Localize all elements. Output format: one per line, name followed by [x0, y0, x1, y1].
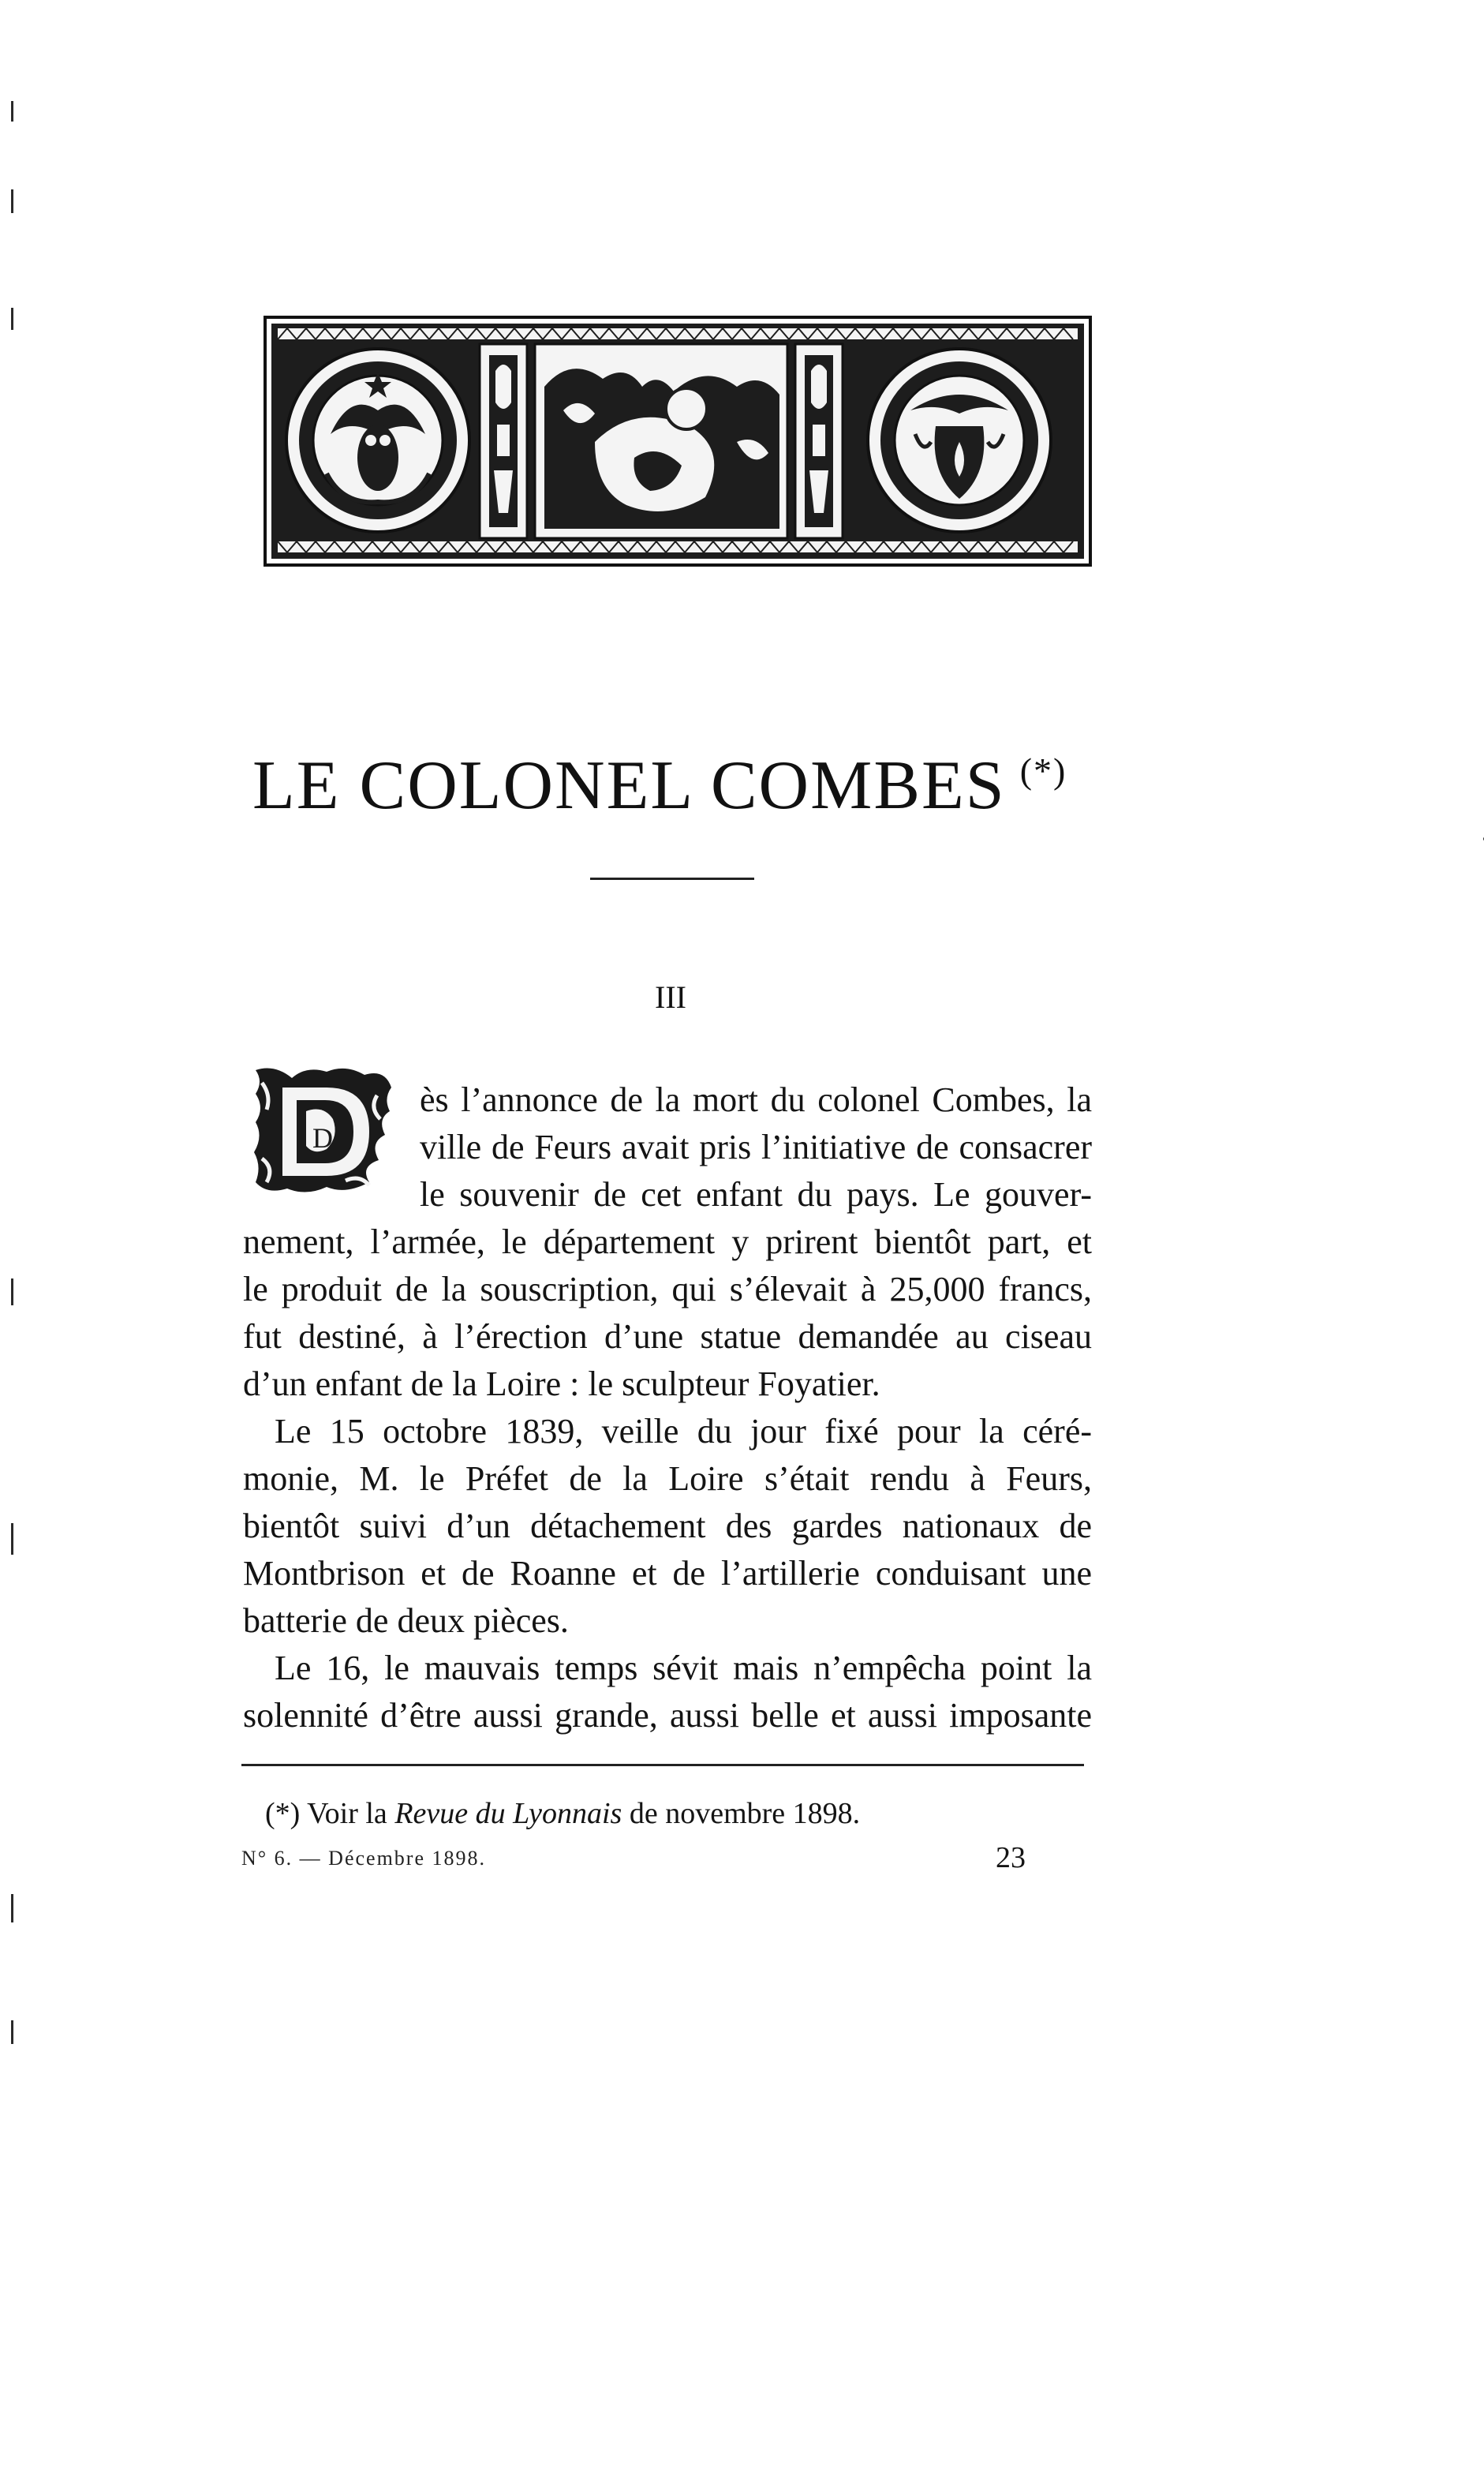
scan-mark: [11, 2020, 13, 2044]
title-rule: [590, 878, 754, 880]
section-number: III: [655, 979, 686, 1015]
page-number: 23: [996, 1841, 1026, 1874]
text-line: fut destiné, à l’érection d’une statue demandée au ciseau: [243, 1317, 1092, 1356]
footnote-rule: [241, 1764, 1084, 1766]
scan-mark: [11, 189, 13, 213]
text-line: monie, M. le Préfet de la Loire s’était rendu à Feurs,: [243, 1459, 1092, 1498]
footnote-journal: Revue du Lyonnais: [394, 1797, 622, 1830]
text-line: batterie de deux pièces.: [243, 1601, 569, 1640]
text-line: Le 15 octobre 1839, veille du jour fixé pour la céré-: [275, 1412, 1092, 1451]
ornamental-dropcap: [251, 1064, 396, 1198]
dropcap-letter: D: [312, 1122, 333, 1154]
text-line: Montbrison et de Roanne et de l’artillerie conduisant une: [243, 1554, 1092, 1593]
text-line: nement, l’armée, le département y prirent bientôt part, et: [243, 1222, 1092, 1261]
article-title: [252, 746, 1120, 825]
footnote-rest: de novembre 1898.: [629, 1797, 861, 1830]
text-line: Le 16, le mauvais temps sévit mais n’empêcha point la: [275, 1649, 1092, 1687]
scan-mark: [11, 101, 13, 122]
scan-mark: [11, 308, 13, 330]
text-line: le souvenir de cet enfant du pays. Le gouver-: [420, 1175, 1092, 1214]
text-line: solennité d’être aussi grande, aussi belle et aussi imposante: [243, 1696, 1092, 1735]
footnote: [265, 1796, 860, 1831]
article-title-text: LE COLONEL COMBES: [252, 747, 1006, 824]
text-line: ès l’annonce de la mort du colonel Combes, la: [420, 1080, 1092, 1119]
text-line: le produit de la souscription, qui s’élevait à 25,000 francs,: [243, 1270, 1092, 1308]
ornamental-headpiece: [264, 316, 1092, 567]
scan-mark: [11, 1278, 13, 1305]
issue-line: N° 6. — Décembre 1898.: [241, 1847, 486, 1870]
footnote-marker: (*) Voir la: [265, 1797, 387, 1830]
text-line: ville de Feurs avait pris l’initiative de consacrer: [420, 1128, 1092, 1166]
title-note-mark: (*): [1019, 751, 1067, 791]
scan-mark: [11, 1894, 13, 1922]
scan-mark: [11, 1523, 13, 1555]
text-line: bientôt suivi d’un détachement des gardes nationaux de: [243, 1507, 1092, 1545]
text-line: d’un enfant de la Loire : le sculpteur Foyatier.: [243, 1365, 880, 1403]
